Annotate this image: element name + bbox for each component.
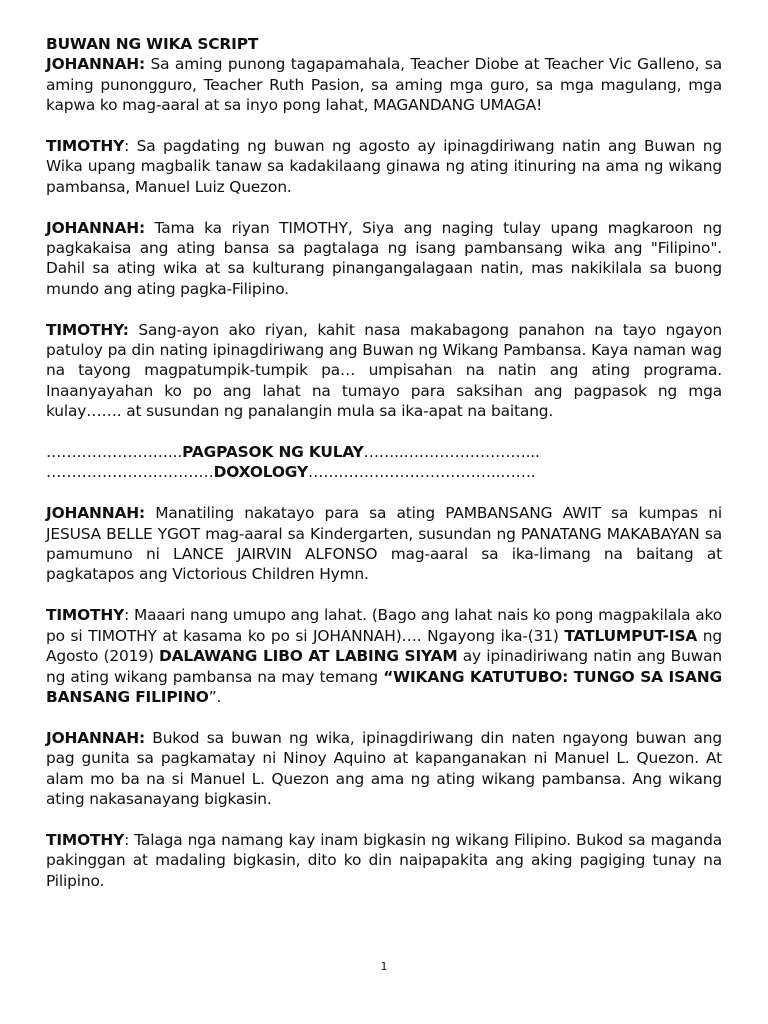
- paragraph-text: ”.: [208, 687, 222, 706]
- dot-leader: ………………………………..…….: [307, 463, 536, 482]
- paragraph-text: Sa aming punong tagapamahala, Teacher Diobe at Teacher Vic Galleno, sa aming punongguro, Teacher Ruth Pasion, sa aming mga guro, sa mga magulang, mga kapwa ko mag-aaral at sa inyo pong lahat, MAGANDANG UMAGA!: [46, 55, 722, 115]
- paragraph-1: [46, 54, 722, 115]
- paragraph-text: ng Agosto (2019): [46, 626, 722, 666]
- program-segments: [46, 442, 722, 483]
- paragraph-4: [46, 320, 722, 422]
- paragraph-6: [46, 605, 722, 707]
- segment-label: DOXOLOGY: [213, 463, 308, 482]
- paragraph-text: : Talaga nga namang kay inam bigkasin ng wikang Filipino. Bukod sa maganda pakinggan at madaling bigkasin, dito ko din naipapakita ang aking pagiging tunay na Pilipino.: [46, 830, 722, 890]
- segment-line-pagpasok: [46, 442, 722, 462]
- dot-leader: ……………………………: [46, 463, 214, 482]
- paragraph-text: Sang-ayon ako riyan, kahit nasa makabagong panahon na tayo ngayon patuloy pa din nating ipinagdiriwang ang Buwan ng Wikang Pambansa. Kaya naman wag na tayong magpatumpik-tumpik pa… umpisahan na natin ang ating programa. Inaanyayahan ko po ang lahat na tumayo para saksihan ang pagpasok ng mga kulay……. at susundan ng panalangin mula sa ika-apat na baitang.: [46, 320, 722, 421]
- paragraph-5: [46, 503, 722, 585]
- document-page: [46, 34, 722, 911]
- emphasis-text: TATLUMPUT-ISA: [564, 626, 698, 645]
- paragraph-3: [46, 218, 722, 300]
- page-number: 1: [380, 960, 388, 973]
- speaker-label: TIMOTHY:: [46, 320, 129, 339]
- segment-label: PAGPASOK NG KULAY: [182, 443, 364, 462]
- dot-leader: ……..……………………...: [363, 443, 540, 462]
- paragraph-7: [46, 728, 722, 810]
- speaker-label: TIMOTHY: [46, 830, 125, 849]
- segment-line-doxology: [46, 462, 722, 482]
- paragraph-2: [46, 136, 722, 197]
- speaker-label: JOHANNAH:: [46, 504, 145, 523]
- emphasis-text: DALAWANG LIBO AT LABING SIYAM: [159, 647, 458, 666]
- document-title: BUWAN NG WIKA SCRIPT: [46, 35, 259, 53]
- speaker-label: JOHANNAH:: [46, 55, 145, 74]
- dot-leader: ……………………...: [46, 443, 183, 462]
- speaker-label: TIMOTHY: [46, 137, 125, 156]
- paragraph-text: : Maaari nang umupo ang lahat. (Bago ang lahat nais ko pong magpakilala ako po si TIMOTHY at kasama ko po si JOHANNAH)…. Ngayong ika-(31): [46, 606, 722, 645]
- paragraph-text: ay ipinadiriwang natin ang Buwan ng ating wikang pambansa na may temang: [46, 647, 723, 686]
- theme-text: “WIKANG KATUTUBO: TUNGO SA ISANG BANSANG FILIPINO: [46, 667, 722, 706]
- paragraph-text: Tama ka riyan TIMOTHY, Siya ang naging tulay upang magkaroon ng pagkakaisa ang ating bansa sa pagtalaga ng isang pambansang wika ang "Filipino". Dahil sa ating wika at sa kulturang pinangangalagaan natin, mas nakikilala sa buong mundo ang ating pagka-Filipino.: [46, 218, 722, 298]
- paragraph-text: Manatiling nakatayo para sa ating PAMBANSANG AWIT sa kumpas ni JESUSA BELLE YGOT mag-aaral sa Kindergarten, susundan ng PANATANG MAKABAYAN sa pamumuno ni LANCE JAIRVIN ALFONSO mag-aaral sa ika-limang na baitang at pagkatapos ang Victorious Children Hymn.: [46, 504, 722, 584]
- speaker-label: TIMOTHY: [46, 606, 125, 625]
- speaker-label: JOHANNAH:: [46, 218, 145, 237]
- paragraph-text: Bukod sa buwan ng wika, ipinagdiriwang din naten ngayong buwan ang pag gunita sa pagkamatay ni Ninoy Aquino at kapanganakan ni Manuel L. Quezon. At alam mo ba na si Manuel L. Quezon ang ama ng ating wikang pambansa. Ang wikang ating nakasanayang bigkasin.: [46, 728, 722, 808]
- speaker-label: JOHANNAH:: [46, 728, 145, 747]
- paragraph-8: [46, 830, 722, 891]
- paragraph-text: : Sa pagdating ng buwan ng agosto ay ipinagdiriwang natin ang Buwan ng Wika upang magbalik tanaw sa kadakilaang ginawa ng ating itinuring na ama ng wikang pambansa, Manuel Luiz Quezon.: [46, 137, 722, 196]
